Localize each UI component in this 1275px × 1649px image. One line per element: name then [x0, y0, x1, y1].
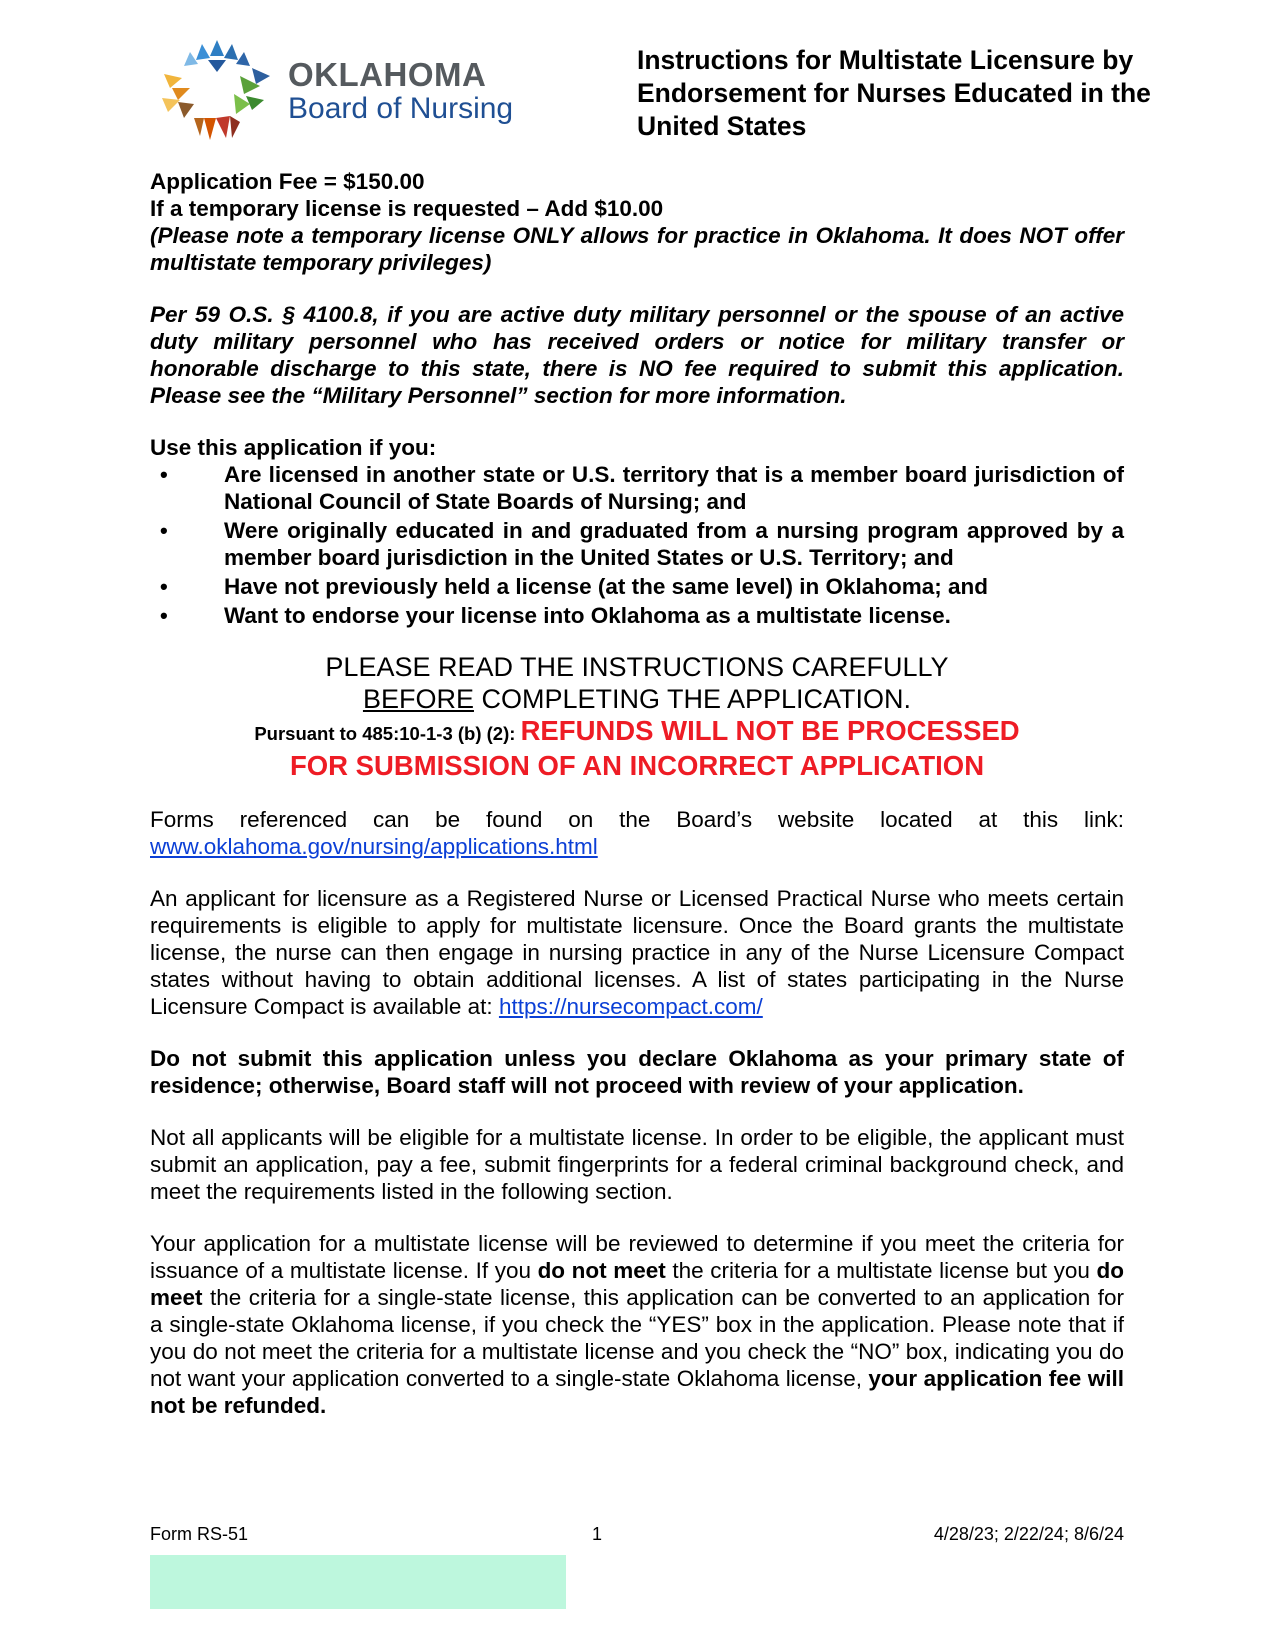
page-number: 1 — [592, 1524, 603, 1544]
list-item: • Were originally educated in and graduated from a nursing program approved by a member board jurisdiction in the United States or U.S. Territory; and — [150, 517, 1124, 571]
use-if-heading: Use this application if you: — [150, 435, 437, 460]
forms-reference-text: Forms referenced can be found on the Board’s website located at this link: — [150, 807, 1124, 832]
notice-line-1: PLEASE READ THE INSTRUCTIONS CAREFULLY — [325, 652, 949, 682]
list-item: • Have not previously held a license (at the same level) in Oklahoma; and — [150, 573, 1124, 600]
compact-text: An applicant for licensure as a Registered Nurse or Licensed Practical Nurse who meets certain requirements is eligible to apply for multistate licensure. Once the Board grants the multistate license, the nurse can then engage in nursing practice in any of the Nurse Licensure Compact states without having to obtain additional licenses. A list of states participating in the Nurse Licensure Compact is available at: — [150, 886, 1124, 1019]
refund-policy — [150, 715, 1124, 750]
primary-state-warning: Do not submit this application unless you declare Oklahoma as your primary state of residence; otherwise, Board staff will not proceed with review of your application. — [150, 1046, 1124, 1098]
refund-warning-line-2: FOR SUBMISSION OF AN INCORRECT APPLICATION — [289, 750, 985, 781]
notice-line-2 — [150, 683, 1124, 715]
notice-before-underlined: BEFORE — [362, 684, 474, 714]
nursecompact-link[interactable]: https://nursecompact.com/ — [498, 994, 763, 1019]
revision-dates: 4/28/23; 2/22/24; 8/6/24 — [933, 1524, 1124, 1544]
review-text-2: the criteria for a multistate license but you — [665, 1258, 1097, 1283]
form-number: Form RS-51 — [150, 1524, 249, 1544]
temporary-license-fee: If a temporary license is requested – Add $10.00 — [150, 196, 664, 221]
review-text-1: Your application for a multistate license will be reviewed to determine if you meet the criteria for issuance of a multistate license. If you — [150, 1231, 1124, 1283]
star-logo-icon — [160, 38, 275, 148]
highlight-box — [150, 1555, 566, 1609]
use-if-list — [150, 461, 1124, 629]
read-instructions-notice — [150, 651, 1124, 782]
document-title: Instructions for Multistate Licensure by Endorsement for Nurses Educated in the United States — [637, 45, 1151, 141]
eligibility-paragraph: Not all applicants will be eligible for a multistate license. In order to be eligible, the applicant must submit an application, pay a fee, submit fingerprints for a federal criminal background check, and meet the requirements listed in the following section. — [150, 1125, 1124, 1204]
list-item: • Want to endorse your license into Oklahoma as a multistate license. — [150, 602, 1124, 629]
military-fee-note: Per 59 O.S. § 4100.8, if you are active duty military personnel or the spouse of an active duty military personnel who has received orders or notice for military transfer or honorable discharge to this state, there is NO fee required to submit this application. Please see the “Military Personnel” section for more information. — [150, 302, 1124, 408]
forms-reference — [150, 806, 1124, 860]
review-bold-1: do not meet — [537, 1258, 666, 1283]
page-body — [150, 168, 1124, 1419]
refund-warning-line-1: REFUNDS WILL NOT BE PROCESSED — [520, 715, 1020, 746]
review-bold-3: your application fee will not be refunded. — [150, 1366, 1124, 1418]
review-text-3: the criteria for a single-state license, this application can be converted to an application for a single-state Oklahoma license, if you check the “YES” box in the application. Please note that if you do not meet the criteria for a multistate license and you check the “NO” box, indicating you do not want your application converted to a single-state Oklahoma license, — [150, 1285, 1124, 1391]
temporary-license-note: (Please note a temporary license ONLY allows for practice in Oklahoma. It does NOT offer multistate temporary privileges) — [150, 223, 1124, 275]
review-bold-2: do meet — [150, 1258, 1124, 1310]
review-paragraph — [150, 1230, 1124, 1419]
pursuant-citation: Pursuant to 485:10-1-3 (b) (2): — [254, 723, 521, 744]
logo-text-board: Board of Nursing — [288, 92, 514, 125]
compact-paragraph — [150, 885, 1124, 1020]
applications-link[interactable]: www.oklahoma.gov/nursing/applications.html — [150, 834, 598, 859]
list-item: • Are licensed in another state or U.S. territory that is a member board jurisdiction of National Council of State Boards of Nursing; and — [150, 461, 1124, 515]
notice-line-2-rest: COMPLETING THE APPLICATION. — [473, 684, 912, 714]
logo-text-oklahoma: OKLAHOMA — [288, 56, 487, 93]
application-fee: Application Fee = $150.00 — [150, 169, 425, 194]
ok-board-of-nursing-logo — [160, 38, 540, 148]
